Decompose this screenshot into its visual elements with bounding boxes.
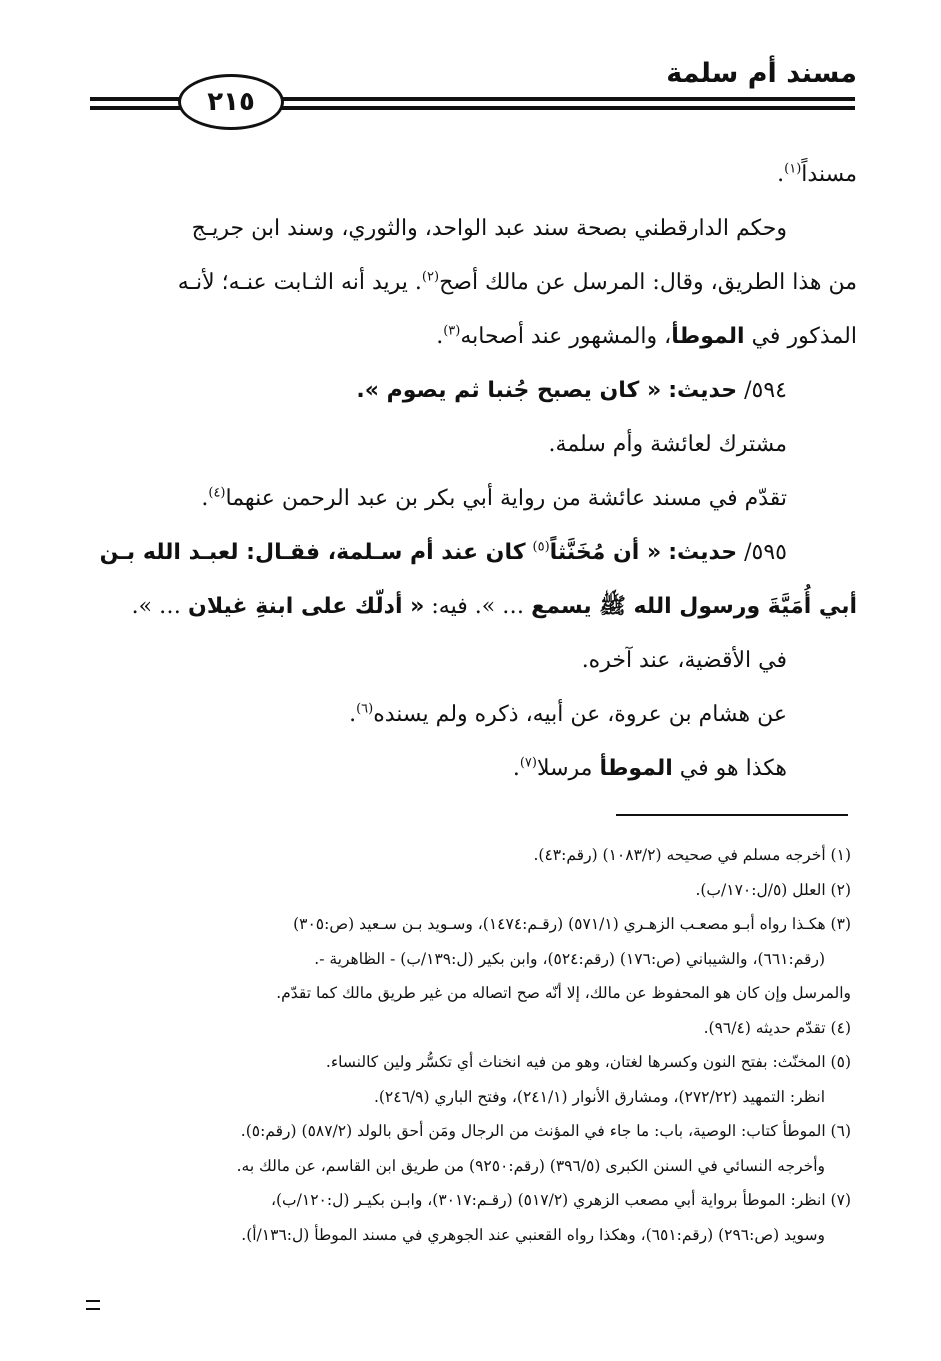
- text-fragment: … ». فيه:: [431, 594, 525, 619]
- text-line-6: [88, 418, 857, 472]
- text-line-11: [88, 688, 857, 742]
- hadith-text: « كان يصبح جُنبا ثم يصوم ».: [356, 378, 662, 403]
- footnote-7: (٧) انظر: الموطأ برواية أبي مصعب الزهري (٥١٧/٢) (رقـم:٣٠١٧)، وابـن بكيـر (ل:١٢٠/ب)،: [271, 1191, 851, 1209]
- footnote-7-cont: وسويد (ص:٢٩٦) (رقم:٦٥١)، وهكذا رواه القعنبي عند الجوهري في مسند الموطأ (ل:١٣٦/أ).: [241, 1225, 825, 1244]
- footnote-ref-1: (١): [784, 161, 802, 177]
- footnote-6: (٦) الموطأ كتاب: الوصية، باب: ما جاء في المؤنث من الرجال ومَن أحق بالولد (٥٨٧/٢) (رقم:٥).: [240, 1122, 851, 1140]
- footnote-5-cont: انظر: التمهيد (٢٧٢/٢٢)، ومشارق الأنوار (٢٤١/١)، وفتح الباري (٢٤٦/٩).: [373, 1087, 825, 1106]
- footnote-4: (٤) تقدّم حديثه (٩٦/٤).: [703, 1018, 851, 1037]
- text-line-7: [88, 472, 857, 526]
- hadith-595-heading: [88, 526, 857, 580]
- footnote-separator: [616, 814, 848, 816]
- hadith-number: ٥٩٥/: [744, 540, 787, 565]
- text-line-3: [88, 256, 857, 310]
- main-text: [88, 148, 857, 796]
- footnote-5: (٥) المخنّث: بفتح النون وكسرها لغتان، وهو من فيه انخناث أي تكسُّر ولين كالنساء.: [325, 1053, 851, 1071]
- text-fragment: .: [349, 702, 357, 727]
- text-fragment: . يريد أنه الثـابت عنـه؛ لأنـه: [177, 270, 422, 295]
- book-title-muwatta: الموطأ: [599, 756, 673, 781]
- text-fragment: … ».: [131, 594, 182, 619]
- footnote-3: (٣) هكـذا رواه أبـو مصعـب الزهـري (٥٧١/١) (رقـم:١٤٧٤)، وسـويد بـن سـعيد (ص:٣٠٥): [293, 915, 851, 933]
- text-fragment: مرسلا: [536, 756, 593, 781]
- text-fragment: في الأقضية، عند آخره.: [581, 648, 787, 673]
- text-fragment: مشترك لعائشة وأم سلمة.: [548, 432, 787, 457]
- hadith-text: « أدلّك على ابنةِ غيلان: [188, 594, 425, 619]
- footnote-ref-5: (٥): [532, 539, 550, 555]
- text-fragment: هكذا هو في: [679, 756, 787, 781]
- text-fragment: عن هشام بن عروة، عن أبيه، ذكره ولم يسنده: [373, 702, 787, 727]
- text-line-1: [88, 148, 857, 202]
- footnote-ref-7: (٧): [519, 755, 537, 771]
- text-line-2: [88, 202, 857, 256]
- hadith-label: حديث:: [668, 378, 738, 403]
- text-fragment: ، والمشهور عند أصحابه: [460, 324, 672, 349]
- footnote-ref-3: (٣): [443, 323, 461, 339]
- text-fragment: .: [512, 756, 520, 781]
- page-number: ٢١٥: [178, 74, 284, 130]
- running-title: مسند أم سلمة: [666, 58, 857, 89]
- footnote-2: (٢) العلل (٥/ل:١٧٠/ب).: [695, 880, 851, 899]
- footnote-ref-4: (٤): [208, 485, 226, 501]
- text-line-4: [88, 310, 857, 364]
- text-fragment: من هذا الطريق، وقال: المرسل عن مالك أصح: [439, 270, 857, 295]
- text-fragment: تقدّم في مسند عائشة من رواية أبي بكر بن عبد الرحمن عنهما: [225, 486, 787, 511]
- hadith-text: « أن مُخَنَّثاً: [549, 540, 662, 565]
- text-fragment: وحكم الدارقطني بصحة سند عبد الواحد، والثوري، وسند ابن جريـج: [191, 216, 787, 241]
- footnotes: [84, 838, 851, 1252]
- footnote-ref-2: (٢): [421, 269, 440, 285]
- page-end-mark: [86, 1300, 100, 1310]
- hadith-text: أبي أُمَيَّةَ ورسول الله ﷺ يسمع: [531, 594, 857, 619]
- text-fragment: .: [436, 324, 444, 349]
- hadith-text: كان عند أم سـلمة، فقـال: لعبـد الله بـن: [99, 540, 526, 565]
- hadith-number: ٥٩٤/: [744, 378, 787, 403]
- footnote-3-note: والمرسل وإن كان هو المحفوظ عن مالك، إلا أنّه صح اتصاله من غير طريق مالك كما تقدّم.: [276, 984, 851, 1002]
- footnote-ref-6: (٦): [356, 701, 374, 717]
- hadith-label: حديث:: [668, 540, 738, 565]
- footnote-3-cont: (رقم:٦٦١)، والشيباني (ص:١٧٦) (رقم:٥٢٤)، وابن بكير (ل:١٣٩/ب) - الظاهرية -.: [314, 949, 825, 968]
- text-fragment: .: [777, 162, 785, 187]
- book-title-muwatta: الموطأ: [671, 324, 745, 349]
- text-fragment: مسنداً: [801, 162, 857, 187]
- hadith-594-heading: [88, 364, 857, 418]
- text-line-10: [88, 634, 857, 688]
- footnote-6-cont: وأخرجه النسائي في السنن الكبرى (٣٩٦/٥) (رقم:٩٢٥٠) من طريق ابن القاسم، عن مالك به.: [236, 1156, 825, 1175]
- text-line-9: [88, 580, 857, 634]
- footnote-1: (١) أخرجه مسلم في صحيحه (١٠٨٣/٢) (رقم:٤٣).: [533, 846, 851, 864]
- text-fragment: المذكور في: [751, 324, 857, 349]
- text-line-12: [88, 742, 857, 796]
- text-fragment: .: [201, 486, 209, 511]
